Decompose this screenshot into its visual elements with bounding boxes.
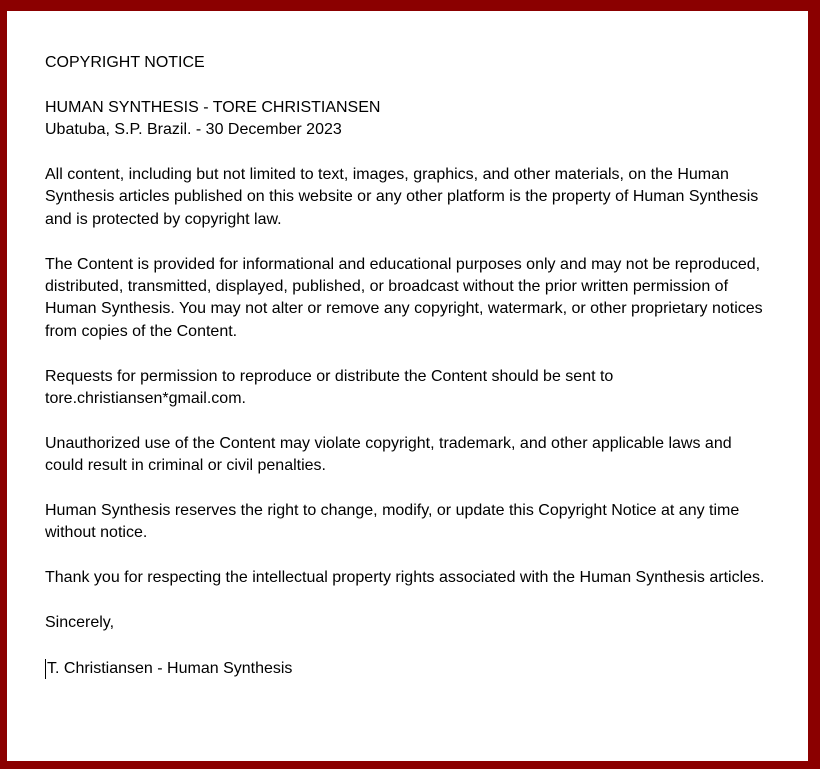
- paragraph-ownership: All content, including but not limited to text, images, graphics, and other materials, on the Human Synthesis articles published on this website or any other platform is the property of Human Synthesis and is protected by copyright law.: [45, 166, 759, 228]
- byline-block: [45, 97, 772, 142]
- document-text-area[interactable]: [7, 11, 808, 761]
- signature-line: [45, 657, 772, 680]
- byline-place-date: Ubatuba, S.P. Brazil. - 30 December 2023: [45, 121, 342, 139]
- paragraph-usage-restrictions: The Content is provided for informational and educational purposes only and may not be reproduced, distributed, transmitted, displayed, published, or broadcast without the prior written permission of Human Synthesis. You may not alter or remove any copyright, watermark, or other proprietary notices from copies of the Content.: [45, 255, 763, 340]
- paragraph-permission-requests: Requests for permission to reproduce or distribute the Content should be sent to tore.christiansen*gmail.com.: [45, 367, 614, 408]
- signature-text: T. Christiansen - Human Synthesis: [47, 659, 293, 677]
- document-title: COPYRIGHT NOTICE: [45, 54, 205, 71]
- paragraph-notice-changes: Human Synthesis reserves the right to change, modify, or update this Copyright Notice at any time without notice.: [45, 502, 740, 542]
- paragraph-thank-you: Thank you for respecting the intellectual property rights associated with the Human Synthesis articles.: [45, 569, 765, 587]
- paragraph-unauthorized-use: Unauthorized use of the Content may violate copyright, trademark, and other applicable laws and could result in criminal or civil penalties.: [45, 434, 732, 475]
- byline-author: HUMAN SYNTHESIS - TORE CHRISTIANSEN: [45, 98, 381, 116]
- text-caret: [45, 659, 46, 679]
- closing-line: Sincerely,: [45, 614, 115, 632]
